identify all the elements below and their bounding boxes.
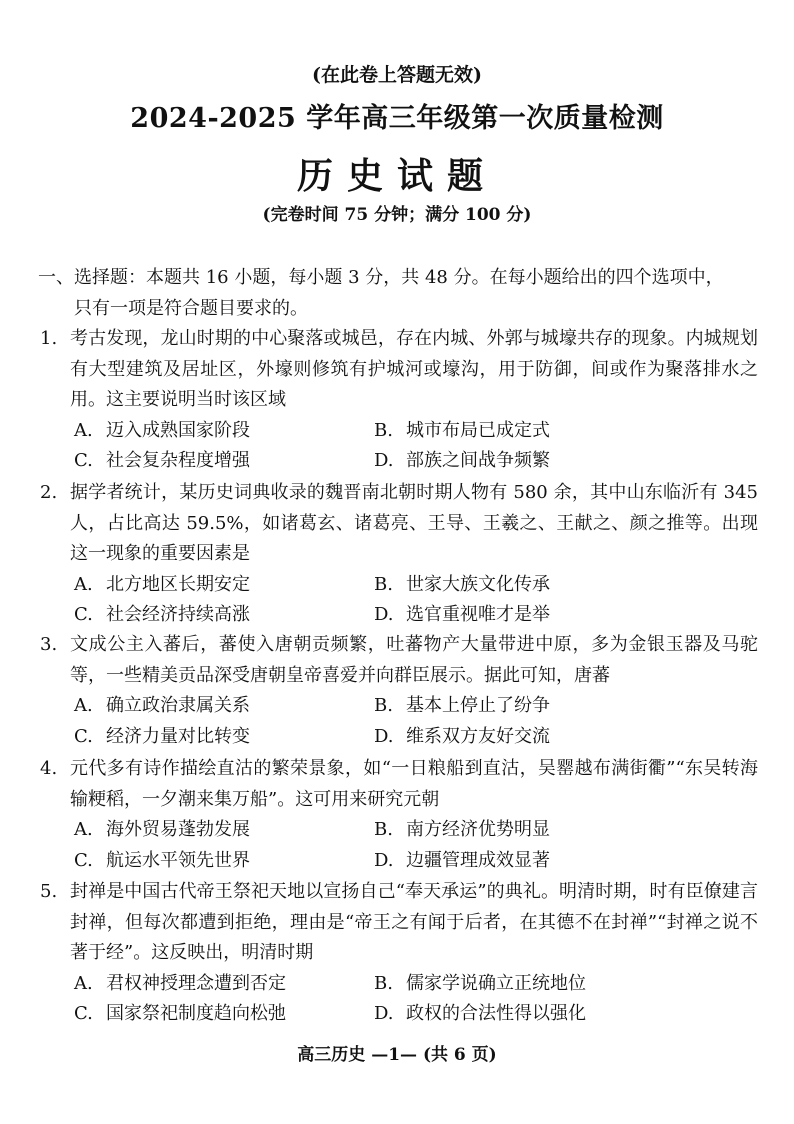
invalid-answer-notice: (在此卷上答题无效)	[312, 64, 482, 86]
option-a	[74, 570, 374, 601]
option-text: 南方经济优势明显	[406, 819, 550, 840]
option-letter: B.	[374, 972, 393, 994]
question-stem: 元代多有诗作描绘直沽的繁荣景象，如“一日粮船到直沽，吴罂越布满街衢”“东吴转海输粳稻，一夕潮来集万船”。这可用来研究元朝	[70, 758, 758, 810]
option-letter: A.	[74, 819, 93, 840]
option-b	[374, 416, 674, 447]
option-d	[374, 600, 674, 631]
option-c	[74, 722, 374, 753]
option-c	[74, 999, 374, 1030]
question-number: 4.	[40, 758, 58, 779]
question-3	[40, 630, 758, 752]
section-line-2: 只有一项是符合题目要求的。	[74, 298, 308, 319]
question-1	[40, 324, 758, 477]
options	[74, 691, 758, 752]
option-text: 政权的合法性得以强化	[406, 1003, 586, 1024]
option-text: 海外贸易蓬勃发展	[106, 819, 250, 840]
option-letter: B.	[374, 419, 393, 441]
option-text: 基本上停止了纷争	[406, 695, 550, 716]
option-c	[74, 446, 374, 477]
question-stem: 据学者统计，某历史词典收录的魏晋南北朝时期人物有 580 余，其中山东临沂有 345 人，占比高达 59.5%，如诸葛玄、诸葛亮、王导、王羲之、王献之、颜之推等。出现这一现象的重要因素是	[70, 482, 758, 564]
option-letter: B.	[374, 695, 393, 716]
option-text: 航运水平领先世界	[106, 849, 250, 871]
option-letter: C.	[74, 604, 93, 625]
option-letter: D.	[374, 725, 394, 747]
option-a	[74, 815, 374, 846]
option-a	[74, 969, 374, 1000]
option-b	[374, 570, 674, 601]
option-text: 城市布局已成定式	[406, 419, 550, 441]
option-text: 部族之间战争频繁	[406, 450, 550, 471]
options	[74, 969, 758, 1030]
options	[74, 570, 758, 631]
option-letter: C.	[74, 849, 93, 871]
exam-title: 2024-2025 学年高三年级第一次质量检测	[130, 103, 664, 134]
section-line-1: 一、选择题：本题共 16 小题，每小题 3 分，共 48 分。在每小题给出的四个选项中，	[38, 267, 724, 288]
option-a	[74, 691, 374, 722]
exam-meta: (完卷时间 75 分钟；满分 100 分)	[262, 205, 532, 225]
option-d	[374, 846, 674, 877]
page-footer: 高三历史 —1— (共 6 页)	[297, 1045, 497, 1065]
option-letter: A.	[74, 972, 93, 994]
question-stem: 封禅是中国古代帝王祭祀天地以宣扬自己“奉天承运”的典礼。明清时期，时有臣僚建言封禅，但每次都遭到拒绝，理由是“帝王之有闻于后者，在其德不在封禅”“封禅之说不著于经”。这反映出，明清时期	[70, 881, 758, 963]
question-stem: 文成公主入蕃后，蕃使入唐朝贡频繁，吐蕃物产大量带进中原，多为金银玉器及马驼等，一些精美贡品深受唐朝皇帝喜爱并向群臣展示。据此可知，唐蕃	[70, 634, 758, 686]
question-4	[40, 754, 758, 876]
option-text: 北方地区长期安定	[106, 573, 250, 595]
subject-title: 历史试题	[296, 155, 497, 197]
option-b	[374, 969, 674, 1000]
options	[74, 815, 758, 876]
option-letter: A.	[74, 695, 93, 716]
question-2	[40, 478, 758, 631]
option-letter: A.	[74, 419, 93, 441]
option-text: 儒家学说确立正统地位	[406, 972, 586, 994]
question-number: 2.	[40, 482, 58, 503]
question-number: 3.	[40, 634, 58, 655]
option-d	[374, 722, 674, 753]
option-letter: C.	[74, 1003, 93, 1024]
option-text: 君权神授理念遭到否定	[106, 972, 286, 994]
option-text: 国家祭祀制度趋向松弛	[106, 1003, 286, 1024]
option-text: 经济力量对比转变	[106, 725, 250, 747]
options	[74, 416, 758, 477]
option-d	[374, 446, 674, 477]
option-a	[74, 416, 374, 447]
option-text: 迈入成熟国家阶段	[106, 419, 250, 441]
question-stem: 考古发现，龙山时期的中心聚落或城邑，存在内城、外郭与城壕共存的现象。内城规划有大型建筑及居址区，外壕则修筑有护城河或壕沟，用于防御，间或作为聚落排水之用。这主要说明当时该区域	[70, 328, 758, 410]
option-text: 社会复杂程度增强	[106, 450, 250, 471]
option-letter: B.	[374, 819, 393, 840]
option-letter: D.	[374, 849, 394, 871]
option-text: 社会经济持续高涨	[106, 604, 250, 625]
option-letter: D.	[374, 1003, 394, 1024]
option-b	[374, 691, 674, 722]
option-c	[74, 600, 374, 631]
option-d	[374, 999, 674, 1030]
option-letter: D.	[374, 450, 394, 471]
question-number: 1.	[40, 328, 58, 349]
section-instructions	[38, 262, 760, 324]
option-text: 世家大族文化传承	[406, 573, 550, 595]
question-number: 5.	[40, 881, 58, 902]
option-text: 维系双方友好交流	[406, 725, 550, 747]
option-letter: C.	[74, 450, 93, 471]
option-letter: D.	[374, 604, 394, 625]
option-text: 选官重视唯才是举	[406, 604, 550, 625]
option-text: 确立政治隶属关系	[106, 695, 250, 716]
option-b	[374, 815, 674, 846]
option-letter: B.	[374, 573, 393, 595]
option-c	[74, 846, 374, 877]
option-letter: C.	[74, 725, 93, 747]
question-5	[40, 877, 758, 1030]
option-text: 边疆管理成效显著	[406, 849, 550, 871]
option-letter: A.	[74, 573, 93, 595]
